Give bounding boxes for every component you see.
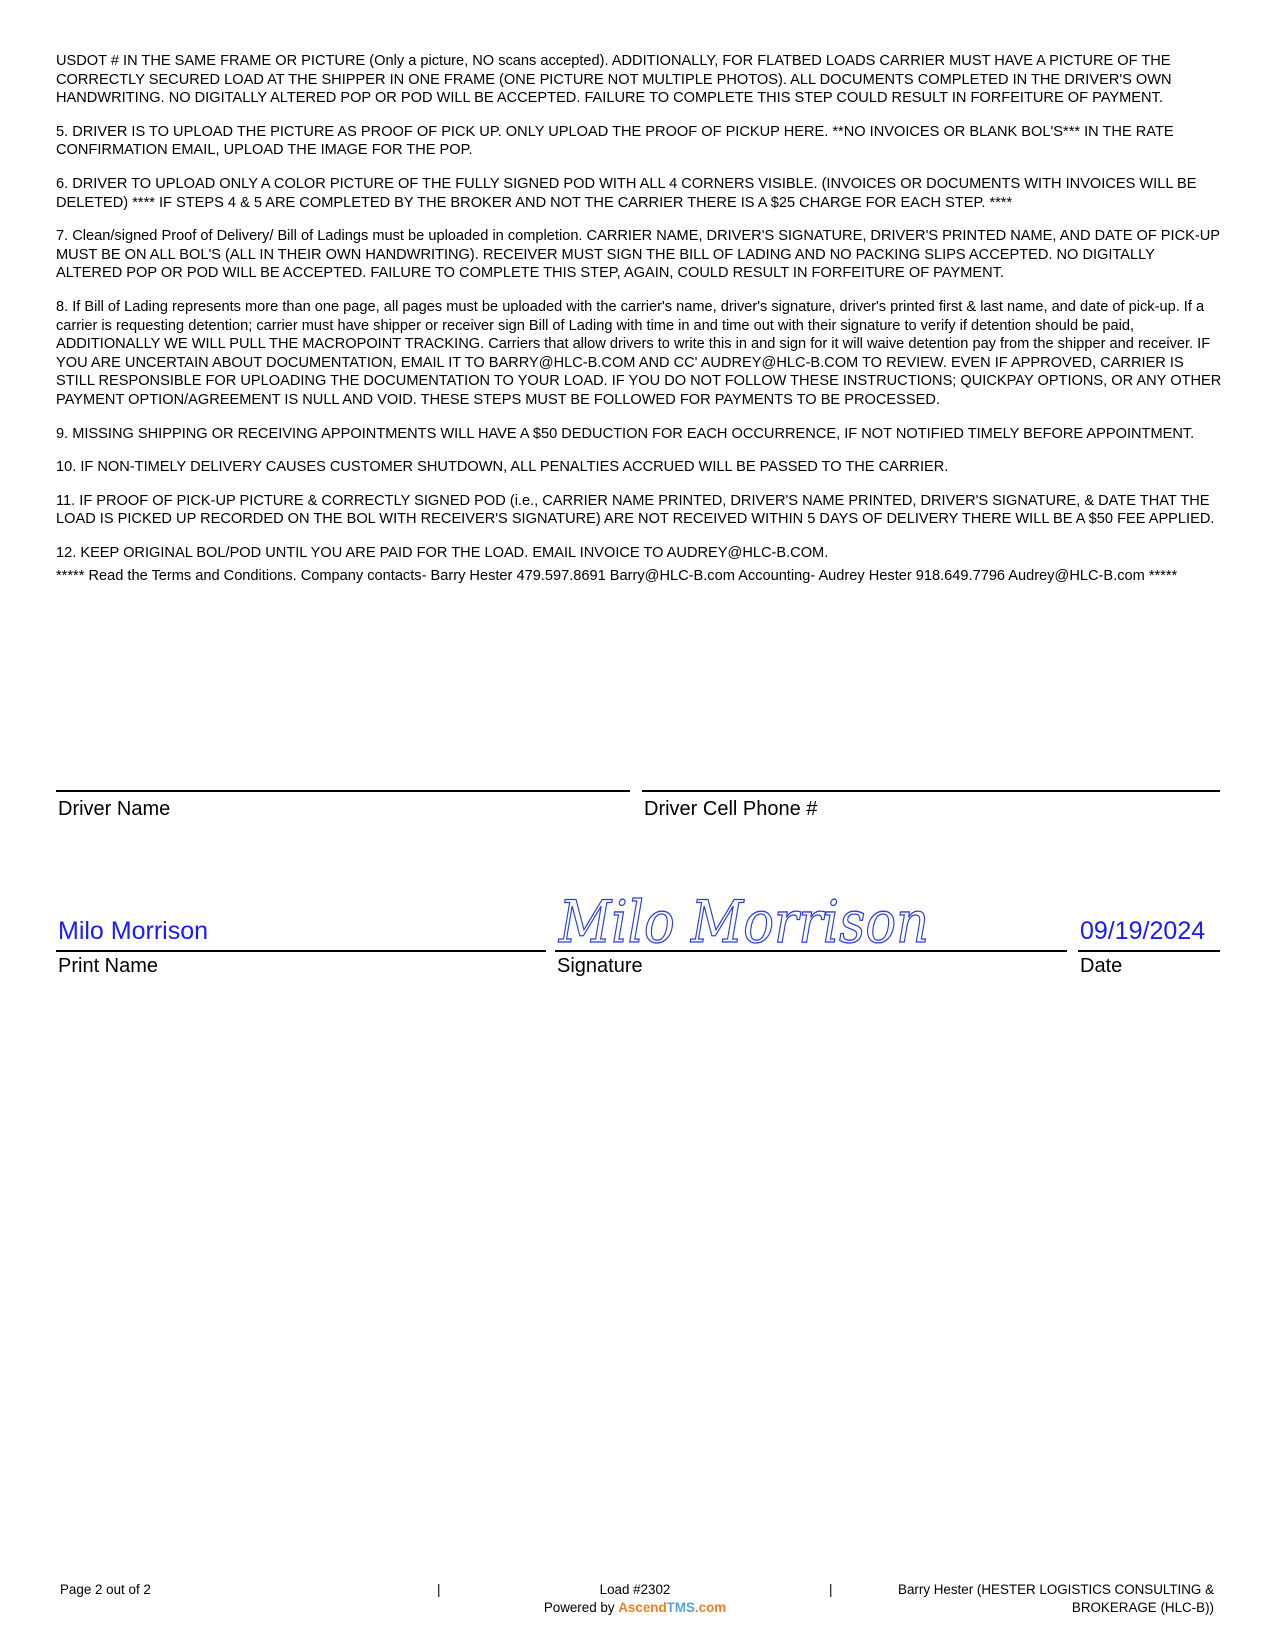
driver-phone-line	[642, 790, 1220, 792]
terms-section	[56, 52, 1224, 601]
signature-label: Signature	[557, 955, 643, 977]
ascendtms-logo: AscendTMS.com	[618, 1600, 727, 1615]
footer-center	[520, 1581, 750, 1617]
driver-name-line	[56, 790, 630, 792]
terms-paragraph-5: 5. DRIVER IS TO UPLOAD THE PICTURE AS PROOF OF PICK UP. ONLY UPLOAD THE PROOF OF PICKUP HERE. **NO INVOICES OR BLANK BOL'S*** IN THE RATE CONFIRMATION EMAIL, UPLOAD THE IMAGE FOR THE POP.	[56, 123, 1174, 159]
driver-name-label: Driver Name	[58, 798, 171, 820]
footer-page-number: Page 2 out of 2	[60, 1582, 151, 1597]
terms-paragraph-9: 9. MISSING SHIPPING OR RECEIVING APPOINTMENTS WILL HAVE A $50 DEDUCTION FOR EACH OCCURRENCE, IF NOT NOTIFIED TIMELY BEFORE APPOINTMENT.	[56, 425, 1195, 442]
footer-load-number: Load #2302	[599, 1582, 671, 1597]
terms-paragraph-6: 6. DRIVER TO UPLOAD ONLY A COLOR PICTURE OF THE FULLY SIGNED POD WITH ALL 4 CORNERS VISIBLE. (INVOICES OR DOCUMENTS WITH INVOICES WILL BE DELETED) **** IF STEPS 4 & 5 ARE COMPLETED BY THE BROKER AND NOT THE CARRIER THERE IS A $25 CHARGE FOR EACH STEP. ****	[56, 175, 1197, 211]
driver-signature	[555, 880, 935, 956]
footer-company: Barry Hester (HESTER LOGISTICS CONSULTING & BROKERAGE (HLC-B))	[898, 1582, 1214, 1615]
date-line	[1078, 950, 1220, 952]
terms-paragraph-7: 7. Clean/signed Proof of Delivery/ Bill of Ladings must be uploaded in completion. CARRIER NAME, DRIVER'S SIGNATURE, DRIVER'S PRINTED NAME, AND DATE OF PICK-UP MUST BE ON ALL BOL'S (ALL IN THEIR OWN HANDWRITING). RECEIVER MUST SIGN THE BILL OF LADING AND NO PACKING SLIPS ACCEPTED. NO DIGITALLY ALTERED POP OR POD WILL BE ACCEPTED. FAILURE TO COMPLETE THIS STEP, AGAIN, COULD RESULT IN FORFEITURE OF PAYMENT.	[56, 228, 1220, 282]
print-name-label: Print Name	[58, 955, 159, 977]
footer-separator-2: |	[829, 1582, 833, 1597]
driver-phone-label: Driver Cell Phone #	[644, 798, 818, 820]
footer-powered-by	[520, 1599, 750, 1617]
signature-line	[555, 950, 1067, 952]
terms-paragraph-8: 8. If Bill of Lading represents more than one page, all pages must be uploaded with the carrier's name, driver's signature, driver's printed first & last name, and date of pick-up. If a carrier is requesting detention; carrier must have shipper or receiver sign Bill of Lading with time in and time out with their signature to verify if detention should be paid, ADDITIONALLY WE WILL PULL THE MACROPOINT TRACKING. Carriers that allow drivers to write this in and sign for it will waive detention pay from the shipper and receiver. IF YOU ARE UNCERTAIN ABOUT DOCUMENTATION, EMAIL IT TO BARRY@HLC-B.COM AND CC' AUDREY@HLC-B.COM TO REVIEW. EVEN IF APPROVED, CARRIER IS STILL RESPONSIBLE FOR UPLOADING THE DOCUMENTATION TO YOUR LOAD. IF YOU DO NOT FOLLOW THESE INSTRUCTIONS; QUICKPAY OPTIONS, OR ANY OTHER PAYMENT OPTION/AGREEMENT IS NULL AND VOID. THESE STEPS MUST BE FOLLOWED FOR PAYMENTS TO BE PROCESSED.	[56, 298, 1222, 408]
terms-paragraph-11: 11. IF PROOF OF PICK-UP PICTURE & CORRECTLY SIGNED POD (i.e., CARRIER NAME PRINTED, DRIVER'S NAME PRINTED, DRIVER'S SIGNATURE, & DATE THAT THE LOAD IS PICKED UP RECORDED ON THE BOL WITH RECEIVER'S SIGNATURE) ARE NOT RECEIVED WITHIN 5 DAYS OF DELIVERY THERE WILL BE A $50 FEE APPLIED.	[56, 492, 1215, 528]
terms-paragraph-continued: USDOT # IN THE SAME FRAME OR PICTURE (Only a picture, NO scans accepted). ADDITIONALLY, FOR FLATBED LOADS CARRIER MUST HAVE A PICTURE OF THE CORRECTLY SECURED LOAD AT THE SHIPPER IN ONE FRAME (ONE PICTURE NOT MULTIPLE PHOTOS). ALL DOCUMENTS COMPLETED IN THE DRIVER'S OWN HANDWRITING. NO DIGITALLY ALTERED POP OR POD WILL BE ACCEPTED. FAILURE TO COMPLETE THIS STEP COULD RESULT IN FORFEITURE OF PAYMENT.	[56, 53, 1172, 107]
date-label: Date	[1080, 955, 1123, 977]
terms-paragraph-12: 12. KEEP ORIGINAL BOL/POD UNTIL YOU ARE PAID FOR THE LOAD. EMAIL INVOICE TO AUDREY@HLC-B.COM.	[56, 544, 829, 561]
date-value: 09/19/2024	[1080, 917, 1206, 945]
print-name-value: Milo Morrison	[58, 917, 209, 945]
signature-text: Milo Morrison	[558, 888, 929, 956]
company-contacts: ***** Read the Terms and Conditions. Company contacts- Barry Hester 479.597.8691 Barry@HLC-B.com Accounting- Audrey Hester 918.649.7796 Audrey@HLC-B.com *****	[56, 568, 1178, 585]
print-name-line	[56, 950, 546, 952]
terms-paragraph-10: 10. IF NON-TIMELY DELIVERY CAUSES CUSTOMER SHUTDOWN, ALL PENALTIES ACCRUED WILL BE PASSED TO THE CARRIER.	[56, 459, 949, 476]
powered-by-text: Powered by	[543, 1600, 615, 1615]
footer-separator-1: |	[437, 1582, 441, 1597]
